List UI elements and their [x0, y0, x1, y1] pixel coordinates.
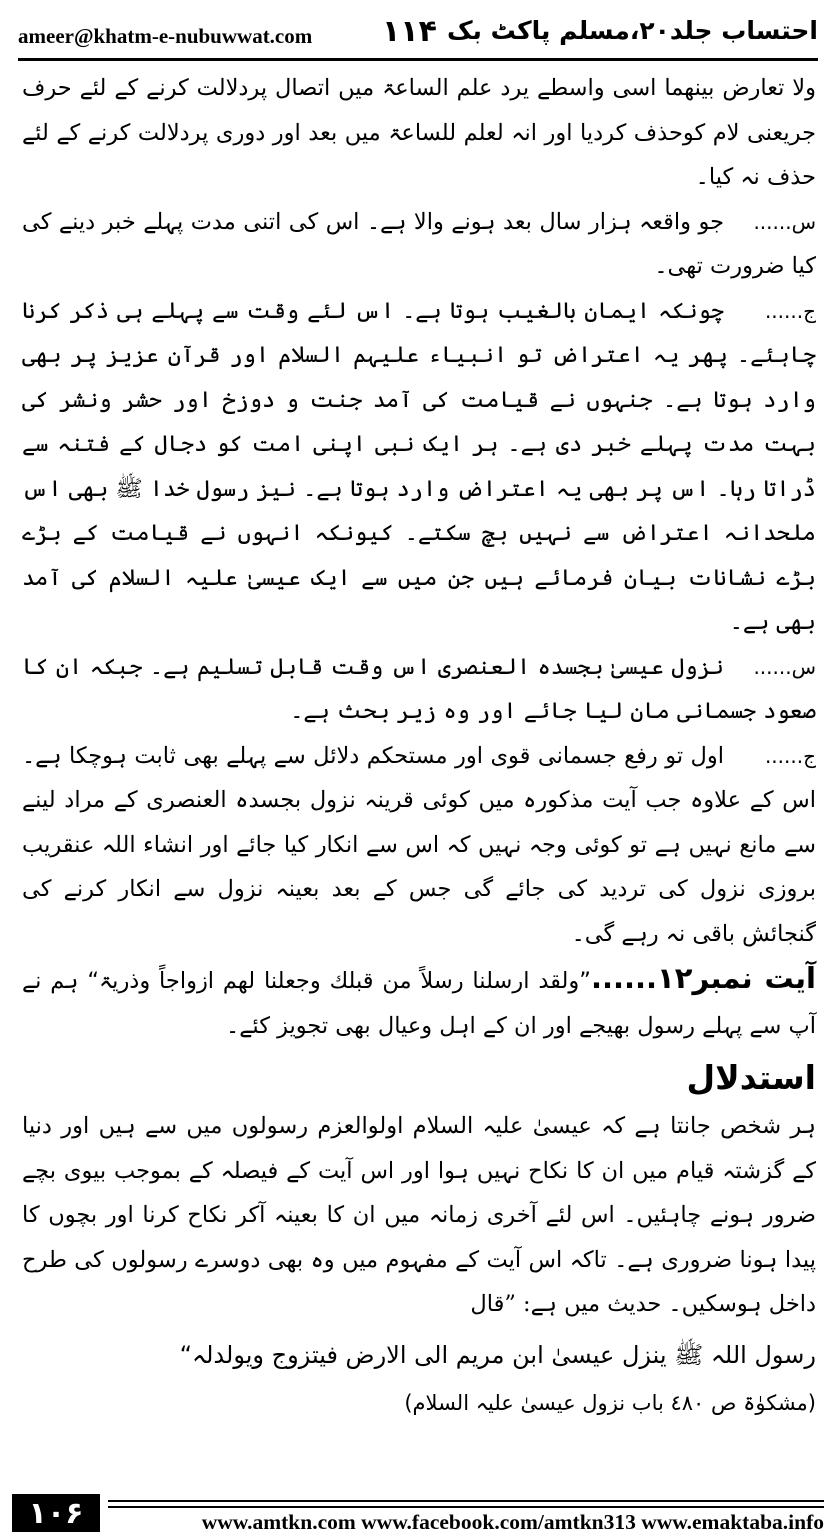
footer-links: www.amtkn.com www.facebook.com/amtkn313 www.emaktaba.info — [201, 1510, 824, 1534]
footer-page-number: ۱۰۶ — [12, 1494, 100, 1532]
answer-label: ج...... — [764, 743, 816, 768]
answer-1 — [22, 289, 816, 645]
page-footer — [0, 1488, 840, 1540]
question-text: جو واقعہ ہزار سال بعد ہونے والا ہے۔ اس کی اتنی مدت پہلے خبر دینے کی کیا ضرورت تھی۔ — [22, 208, 816, 279]
answer-text: اول تو رفع جسمانی قوی اور مستحکم دلائل سے پہلے بھی ثابت ہوچکا ہے۔ اس کے علاوہ جب آیت مذکورہ میں کوئی قرینہ نزول بجسدہ العنصری کے مراد لینے سے مانع نہیں ہے تو کوئی وجہ نہیں کہ اس سے انکار کیا جائے اور انشاء اللہ عنقریب بروزی نزول کی تردید کی جائے گی جس کے بعد بعینہ نزول سے انکار کرنے کی گنجائش باقی نہ رہے گی۔ — [22, 742, 816, 947]
hadith-text: رسول اللہ ﷺ ینزل عیسیٰ ابن مریم الی الارض فیتزوج ویولدلہ“ — [179, 1340, 816, 1369]
question-label: س...... — [753, 654, 816, 679]
page-body — [22, 66, 816, 1426]
ayah-label: آیت نمبر۱۲...... — [590, 961, 816, 995]
header-email: ameer@khatm-e-nubuwwat.com — [18, 24, 313, 48]
page-header — [0, 0, 840, 56]
section-heading: استدلال — [686, 1058, 816, 1097]
footer-divider — [108, 1500, 824, 1502]
question-label: س...... — [753, 209, 816, 234]
question-1 — [22, 200, 816, 289]
argument-paragraph: ہر شخص جانتا ہے کہ عیسیٰ علیہ السلام اولوالعزم رسولوں میں سے ہیں اور دنیا کے گزشتہ قیام میں ان کا نکاح نہیں ہوا اور اس آیت کے فیصلہ کے بموجب بیوی بچے ضرور ہونے چاہئیں۔ اس لئے آخری زمانہ میں ان کا بعینہ آکر نکاح کرنا اور بچوں کا پیدا ہونا ضروری ہے۔ تاکہ اس آیت کے مفہوم میں وہ بھی دوسرے رسولوں کی طرح داخل ہوسکیں۔ حدیث میں ہے: ”قال — [22, 1113, 816, 1317]
answer-2 — [22, 734, 816, 957]
citation: (مشکوٰۃ ص ٤٨٠ باب نزول عیسیٰ علیہ السلام) — [404, 1391, 816, 1415]
footer-divider — [108, 1506, 824, 1508]
header-page-number: ۱۱۴ — [382, 14, 437, 49]
intro-paragraph: ولا تعارض بینھما اسی واسطے یرد علم الساعۃ میں اتصال پردلالت کرنے کے لئے حرف جریعنی لام کوحذف کردیا اور انہ لعلم للساعۃ میں بعد اور دوری پردلالت کرنے کے لئے حذف نہ کیا۔ — [22, 75, 816, 190]
ayah-block — [22, 956, 816, 1048]
question-2 — [22, 645, 816, 734]
answer-label: ج...... — [764, 298, 816, 323]
ayah-translation: ہم نے آپ سے پہلے رسول بھیجے اور ان کے اہل وعیال بھی تجویز کئے۔ — [22, 968, 816, 1039]
answer-text: چونکہ ایمان بالغیب ہوتا ہے۔ اس لئے وقت سے پہلے ہی ذکر کرنا چاہئے۔ پھر یہ اعتراض تو انبیاء علیہم السلام اور قرآن عزیز پر بھی وارد ہوتا ہے۔ جنہوں نے قیامت کی آمد جنت و دوزخ اور حشر ونشر کی بہت مدت پہلے خبر دی ہے۔ ہر ایک نبی اپنی امت کو دجال کے فتنہ سے ڈراتا رہا۔ اس پر بھی یہ اعتراض وارد ہوتا ہے۔ نیز رسول خدا ﷺ بھی اس ملحدانہ اعتراض سے نہیں بچ سکتے۔ کیونکہ انہوں نے قیامت کے بڑے بڑے نشانات بیان فرمائے ہیں جن میں سے ایک عیسیٰ علیہ السلام کی آمد بھی ہے۔ — [22, 297, 816, 635]
question-text: نزول عیسیٰ بجسدہ العنصری اس وقت قابل تسلیم ہے۔ جبکہ ان کا صعود جسمانی مان لیا جائے اور وہ زیر بحث ہے۔ — [22, 653, 816, 724]
header-divider — [18, 58, 818, 61]
ayah-arabic: ”ولقد ارسلنا رسلاً من قبلك وجعلنا لھم ازواجاً وذریۃ“ — [87, 968, 591, 994]
header-title: احتساب جلد۲۰،مسلم پاکٹ بک — [446, 16, 818, 45]
